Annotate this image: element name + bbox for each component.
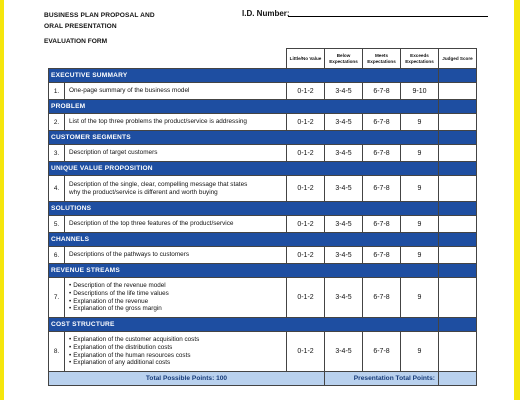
item-description: Description of target customers	[65, 145, 287, 162]
bullet-item: • Explanation of the revenue	[69, 298, 284, 306]
score-exceeds[interactable]: 9	[401, 114, 439, 131]
section-header-row	[49, 264, 477, 278]
score-exceeds[interactable]: 9-10	[401, 83, 439, 100]
item-number: 5.	[49, 216, 65, 233]
table-row	[49, 247, 477, 264]
item-description: One-page summary of the business model	[65, 83, 287, 100]
item-description	[65, 176, 287, 202]
section-title: UNIQUE VALUE PROPOSITION	[49, 162, 439, 176]
evaluation-form-page	[4, 0, 514, 400]
header-blank	[49, 49, 287, 69]
section-title: REVENUE STREAMS	[49, 264, 439, 278]
score-exceeds[interactable]: 9	[401, 332, 439, 372]
score-below[interactable]: 3-4-5	[325, 278, 363, 318]
id-number-label: I.D. Number:	[242, 9, 290, 18]
score-meets[interactable]: 6-7-8	[363, 176, 401, 202]
score-meets[interactable]: 6-7-8	[363, 145, 401, 162]
judged-score-field[interactable]	[439, 247, 477, 264]
item-number: 3.	[49, 145, 65, 162]
item-number: 7.	[49, 278, 65, 318]
judged-score-field[interactable]	[439, 83, 477, 100]
item-description	[65, 278, 287, 318]
form-title-line-1: BUSINESS PLAN PROPOSAL AND	[44, 12, 155, 19]
score-meets[interactable]: 6-7-8	[363, 247, 401, 264]
section-title-judged-cell	[439, 162, 477, 176]
col-header-meets: Meets Expectations	[363, 49, 401, 69]
section-header-row	[49, 131, 477, 145]
judged-score-field[interactable]	[439, 332, 477, 372]
score-little[interactable]: 0-1-2	[287, 216, 325, 233]
score-meets[interactable]: 6-7-8	[363, 332, 401, 372]
score-exceeds[interactable]: 9	[401, 145, 439, 162]
score-below[interactable]: 3-4-5	[325, 83, 363, 100]
score-meets[interactable]: 6-7-8	[363, 114, 401, 131]
score-exceeds[interactable]: 9	[401, 278, 439, 318]
table-row	[49, 216, 477, 233]
section-title-judged-cell	[439, 233, 477, 247]
item-number: 1.	[49, 83, 65, 100]
section-header-row	[49, 162, 477, 176]
bullet-list	[69, 336, 284, 366]
item-description: Descriptions of the pathways to customers	[65, 247, 287, 264]
score-little[interactable]: 0-1-2	[287, 332, 325, 372]
score-exceeds[interactable]: 9	[401, 176, 439, 202]
section-header-row	[49, 318, 477, 332]
form-title-line-2: ORAL PRESENTATION	[44, 23, 117, 30]
section-header-row	[49, 202, 477, 216]
rubric-body	[49, 69, 477, 386]
score-little[interactable]: 0-1-2	[287, 114, 325, 131]
score-below[interactable]: 3-4-5	[325, 216, 363, 233]
item-description: List of the top three problems the product/service is addressing	[65, 114, 287, 131]
section-title: CUSTOMER SEGMENTS	[49, 131, 439, 145]
judged-score-field[interactable]	[439, 176, 477, 202]
bullet-item: • Descriptions of the life time values	[69, 290, 284, 298]
col-header-below: Below Expectations	[325, 49, 363, 69]
judged-score-field[interactable]	[439, 114, 477, 131]
bullet-item: • Explanation of any additional costs	[69, 359, 284, 367]
bullet-item: • Explanation of the human resources costs	[69, 352, 284, 360]
judged-score-field[interactable]	[439, 278, 477, 318]
column-header-row	[49, 49, 477, 69]
item-number: 2.	[49, 114, 65, 131]
score-exceeds[interactable]: 9	[401, 247, 439, 264]
score-below[interactable]: 3-4-5	[325, 176, 363, 202]
score-little[interactable]: 0-1-2	[287, 278, 325, 318]
item-number: 4.	[49, 176, 65, 202]
bullet-item: • Explanation of the gross margin	[69, 305, 284, 313]
id-number-field[interactable]	[288, 16, 488, 17]
score-below[interactable]: 3-4-5	[325, 247, 363, 264]
section-title: PROBLEM	[49, 100, 439, 114]
rubric-table	[48, 48, 477, 386]
section-title-judged-cell	[439, 264, 477, 278]
bullet-item: • Explanation of the customer acquisition costs	[69, 336, 284, 344]
score-exceeds[interactable]: 9	[401, 216, 439, 233]
presentation-total-label: Presentation Total Points:	[325, 372, 439, 386]
score-little[interactable]: 0-1-2	[287, 145, 325, 162]
score-little[interactable]: 0-1-2	[287, 176, 325, 202]
section-header-row	[49, 233, 477, 247]
section-title-judged-cell	[439, 100, 477, 114]
section-header-row	[49, 69, 477, 83]
section-title: SOLUTIONS	[49, 202, 439, 216]
col-header-judged: Judged Score	[439, 49, 477, 69]
table-row	[49, 114, 477, 131]
bullet-item: • Explanation of the distribution costs	[69, 344, 284, 352]
col-header-little: Little/No Value	[287, 49, 325, 69]
item-description: Description of the top three features of the product/service	[65, 216, 287, 233]
item-description-line-1: Description of the single, clear, compelling message that states	[69, 180, 248, 188]
section-title: CHANNELS	[49, 233, 439, 247]
section-title-judged-cell	[439, 318, 477, 332]
section-header-row	[49, 100, 477, 114]
item-number: 8.	[49, 332, 65, 372]
section-title-judged-cell	[439, 69, 477, 83]
section-title: EXECUTIVE SUMMARY	[49, 69, 439, 83]
score-below[interactable]: 3-4-5	[325, 332, 363, 372]
table-row	[49, 278, 477, 318]
table-row	[49, 332, 477, 372]
bullet-list	[69, 282, 284, 312]
form-title-block	[44, 10, 155, 32]
score-meets[interactable]: 6-7-8	[363, 278, 401, 318]
judged-score-field[interactable]	[439, 216, 477, 233]
score-meets[interactable]: 6-7-8	[363, 83, 401, 100]
table-row	[49, 83, 477, 100]
section-title-judged-cell	[439, 202, 477, 216]
bullet-item: • Description of the revenue model	[69, 282, 284, 290]
section-title-judged-cell	[439, 131, 477, 145]
item-number: 6.	[49, 247, 65, 264]
totals-row	[49, 372, 477, 386]
judged-score-field[interactable]	[439, 145, 477, 162]
table-row	[49, 145, 477, 162]
form-subtitle: EVALUATION FORM	[44, 38, 108, 45]
item-description-line-2: why the product/service is different and worth buying	[69, 188, 218, 196]
col-header-exceeds: Exceeds Expectations	[401, 49, 439, 69]
score-below[interactable]: 3-4-5	[325, 114, 363, 131]
score-little[interactable]: 0-1-2	[287, 83, 325, 100]
score-little[interactable]: 0-1-2	[287, 247, 325, 264]
score-below[interactable]: 3-4-5	[325, 145, 363, 162]
section-title: COST STRUCTURE	[49, 318, 439, 332]
table-row	[49, 176, 477, 202]
presentation-total-field[interactable]	[439, 372, 477, 386]
score-meets[interactable]: 6-7-8	[363, 216, 401, 233]
total-possible-points: Total Possible Points: 100	[49, 372, 325, 386]
item-description	[65, 332, 287, 372]
